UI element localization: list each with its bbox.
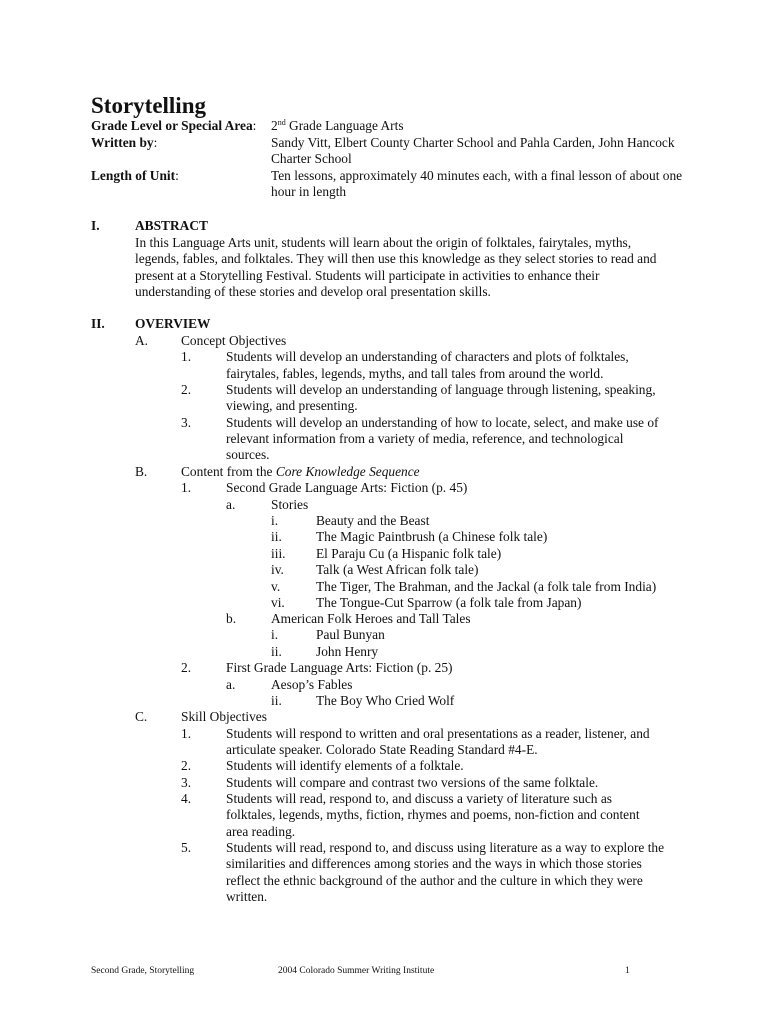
story-item: The Tongue-Cut Sparrow (a folk tale from Japan) [316,595,582,610]
list-item-text: relevant information from a variety of media, reference, and technological [226,431,624,446]
list-marker: iii. [271,546,286,561]
list-item-text: area reading. [226,824,296,839]
page-title: Storytelling [91,93,206,118]
story-item: The Boy Who Cried Wolf [316,693,455,708]
list-item-text: written. [226,889,268,904]
list-item-text: viewing, and presenting. [226,398,358,413]
footer-center: 2004 Colorado Summer Writing Institute [278,966,435,976]
list-item-text: American Folk Heroes and Tall Tales [271,611,471,626]
list-item-text: sources. [226,447,270,462]
grade-level-value: 2nd Grade Language Arts [271,118,404,133]
list-marker: v. [271,579,281,594]
abstract-line: In this Language Arts unit, students will learn about the origin of folktales, fairytales, myths, [135,235,632,250]
list-marker: iv. [271,562,284,577]
list-marker: 1. [181,480,192,495]
list-marker: 2. [181,660,192,675]
story-item: Talk (a West African folk tale) [316,562,479,577]
written-by-value: Sandy Vitt, Elbert County Charter School and Pahla Carden, John Hancock Charter School [271,134,675,166]
written-by-row: Written by: Sandy Vitt, Elbert County Charter School and Pahla Carden, John Hancock Charter School [91,135,691,168]
list-marker: B. [135,464,148,479]
list-marker: vi. [271,595,285,610]
skill-objectives-heading: Skill Objectives [181,709,267,724]
list-marker: 2. [181,758,192,773]
abstract-line: present at a Storytelling Festival. Students will participate in activities to enhance their [135,268,600,283]
list-item-text: Students will develop an understanding of characters and plots of folktales, [226,349,629,364]
abstract-line: understanding of these stories and develop oral presentation skills. [135,284,491,299]
list-marker: A. [135,333,149,348]
story-item: The Tiger, The Brahman, and the Jackal (a folk tale from India) [316,579,657,594]
list-marker: b. [226,611,237,626]
page-number: 1 [625,966,630,976]
list-marker: C. [135,709,148,724]
list-item-text: Aesop’s Fables [271,677,353,692]
list-marker: i. [271,627,279,642]
list-item-text: similarities and differences among stories and the ways in which those stories [226,856,642,871]
list-marker: 3. [181,415,192,430]
list-item-text: Students will identify elements of a folktale. [226,758,464,773]
story-item: John Henry [316,644,379,659]
list-marker: ii. [271,693,282,708]
length-of-unit-value: Ten lessons, approximately 40 minutes each, with a final lesson of about one hour in length [271,167,683,199]
story-item: Beauty and the Beast [316,513,430,528]
list-marker: a. [226,677,236,692]
list-item-text: fairytales, fables, legends, myths, and tall tales from around the world. [226,366,604,381]
section-numeral: II. [91,316,105,331]
list-item-text: Stories [271,497,309,512]
story-item: Paul Bunyan [316,627,385,642]
grade-level-row: Grade Level or Special Area: 2nd Grade Language Arts [91,118,691,135]
section-heading-abstract: ABSTRACT [135,218,208,233]
list-item-text: Students will compare and contrast two versions of the same folktale. [226,775,599,790]
list-item-text: Students will read, respond to, and discuss using literature as a way to explore the [226,840,665,855]
list-marker: 4. [181,791,192,806]
section-heading-overview: OVERVIEW [135,316,211,331]
list-item-text: Students will develop an understanding of how to locate, select, and make use of [226,415,659,430]
section-numeral: I. [91,218,100,233]
story-item: El Paraju Cu (a Hispanic folk tale) [316,546,502,561]
list-item-text: folktales, legends, myths, fiction, rhymes and poems, non-fiction and content [226,807,640,822]
list-item-text: First Grade Language Arts: Fiction (p. 25) [226,660,453,675]
list-item-text: Students will respond to written and oral presentations as a reader, listener, and [226,726,650,741]
list-item-text: Students will read, respond to, and discuss a variety of literature such as [226,791,613,806]
list-marker: 1. [181,349,192,364]
list-marker: 5. [181,840,192,855]
grade-level-label: Grade Level or Special Area [91,118,253,133]
list-marker: 1. [181,726,192,741]
list-marker: ii. [271,529,282,544]
list-marker: ii. [271,644,282,659]
length-of-unit-label: Length of Unit [91,167,176,183]
list-item-text: Students will develop an understanding of language through listening, speaking, [226,382,656,397]
list-marker: a. [226,497,236,512]
concept-objectives-heading: Concept Objectives [181,333,287,348]
list-marker: 3. [181,775,192,790]
story-item: The Magic Paintbrush (a Chinese folk tale) [316,529,548,544]
content-heading: Content from the Core Knowledge Sequence [181,464,420,479]
list-item-text: reflect the ethnic background of the author and the culture in which they were [226,873,643,888]
list-item-text: articulate speaker. Colorado State Reading Standard #4-E. [226,742,538,757]
unit-metadata [91,118,691,201]
list-marker: 2. [181,382,192,397]
footer-left: Second Grade, Storytelling [91,966,195,976]
list-item-text: Second Grade Language Arts: Fiction (p. 45) [226,480,468,495]
length-of-unit-row: Length of Unit: Ten lessons, approximately 40 minutes each, with a final lesson of about one hour in length [91,168,691,201]
written-by-label: Written by [91,134,154,150]
list-marker: i. [271,513,279,528]
abstract-line: legends, fables, and folktales. They will then use this knowledge as they select stories to read and [135,251,657,266]
